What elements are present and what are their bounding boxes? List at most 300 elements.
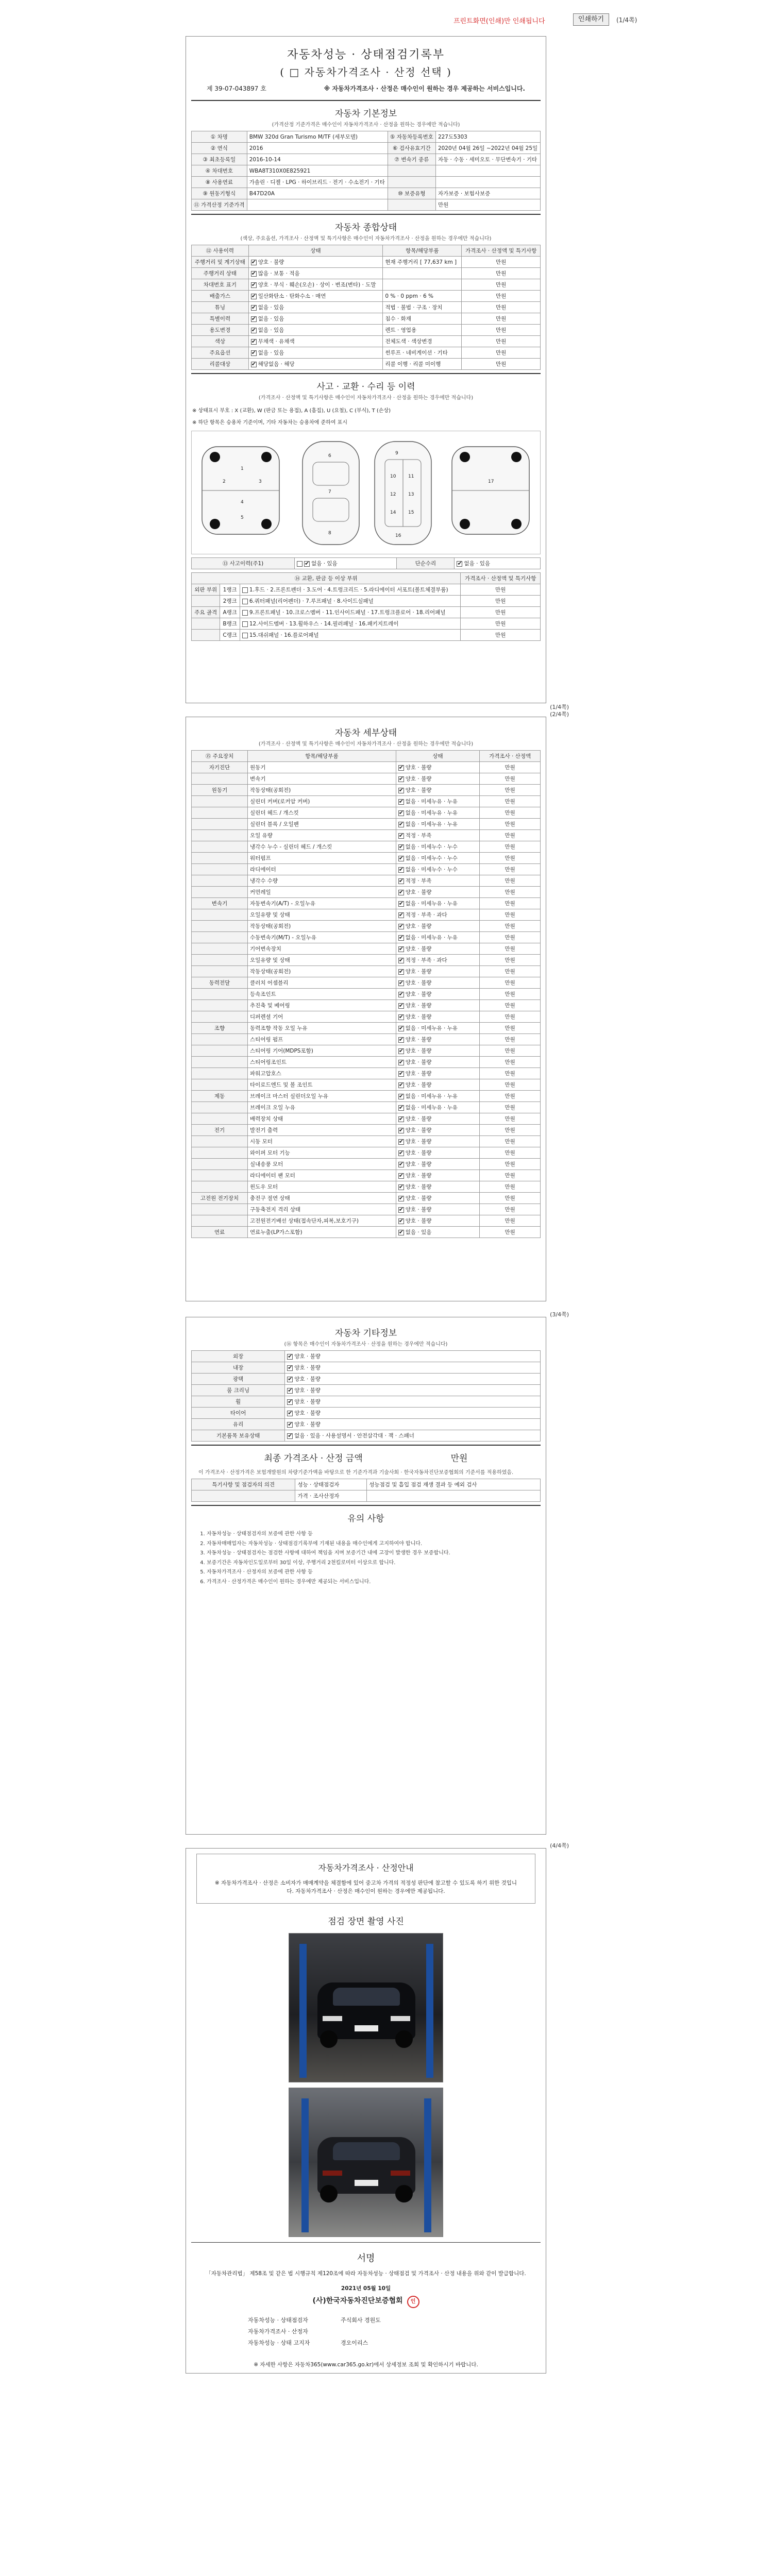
detail-state-text: 양호 · 불량 (405, 1184, 432, 1190)
overall-price: 만원 (462, 336, 541, 347)
detail-price: 만원 (480, 830, 541, 841)
checkbox-checked-icon[interactable] (287, 1433, 293, 1439)
frame-group (192, 618, 220, 630)
detail-state (396, 1102, 479, 1113)
detail-group (192, 841, 248, 853)
col-price: 가격조사 · 산정액 (480, 751, 541, 762)
etc-row (192, 1351, 541, 1362)
checkbox-checked-icon[interactable] (398, 776, 404, 782)
checkbox-checked-icon[interactable] (398, 833, 404, 839)
etc-key: 휠 (192, 1396, 285, 1408)
inspector-row (192, 1490, 541, 1502)
detail-row (192, 1125, 541, 1136)
detail-price: 만원 (480, 1011, 541, 1023)
detail-group (192, 773, 248, 785)
notice-item: 5. 자동차가격조사 · 산정자의 보증에 관한 사항 등 (207, 1568, 534, 1577)
frame-items-text: 1.후드 · 2.프론트펜더 · 3.도어 · 4.트렁크리드 · 5.라디에이터 서포트(볼트체결부품) (249, 587, 448, 593)
checkbox-checked-icon[interactable] (398, 1207, 404, 1213)
accident-history-note: (가격조사 · 산정액 및 특기사항은 매수인이 자동차가격조사 · 산정을 원하는 경우에만 적습니다) (258, 395, 474, 401)
overall-key: 튜닝 (192, 302, 249, 313)
panel-number: 12 (390, 492, 396, 497)
frame-price: 만원 (461, 618, 541, 630)
detail-item: 디퍼렌셜 기어 (248, 1011, 396, 1023)
detail-item: 실린더 헤드 / 개스킷 (248, 807, 396, 819)
checkbox-checked-icon[interactable] (287, 1411, 293, 1416)
checkbox-checked-icon[interactable] (398, 1196, 404, 1201)
etc-key: 내장 (192, 1362, 285, 1374)
col-usage: ⑫ 사용이력 (192, 245, 249, 257)
detail-group (192, 807, 248, 819)
frame-col-price: 가격조사 · 산정액 및 특기사항 (461, 573, 541, 584)
checkbox-checked-icon[interactable] (251, 362, 257, 367)
overall-state (248, 268, 383, 279)
detail-item: 워터펌프 (248, 853, 396, 864)
checkbox-checked-icon[interactable] (398, 980, 404, 986)
overall-row (192, 325, 541, 336)
detail-state-text: 양호 · 불량 (405, 1139, 432, 1145)
checkbox-checked-icon[interactable] (398, 992, 404, 997)
checkbox-checked-icon[interactable] (251, 316, 257, 322)
checkbox-checked-icon[interactable] (287, 1377, 293, 1382)
detail-state-text: 양호 · 불량 (405, 889, 432, 895)
checkbox-checked-icon[interactable] (251, 305, 257, 311)
etc-value (285, 1419, 541, 1430)
checkbox-checked-icon[interactable] (287, 1422, 293, 1428)
detail-note: (가격조사 · 산정액 및 특기사항은 매수인이 자동차가격조사 · 산정을 원하는 경우에만 적습니다) (258, 741, 474, 747)
detail-row (192, 1113, 541, 1125)
detail-state (396, 796, 479, 807)
checkbox-checked-icon[interactable] (398, 799, 404, 805)
checkbox-checked-icon[interactable] (457, 561, 462, 567)
basic-row (192, 165, 541, 177)
detail-row (192, 1147, 541, 1159)
basic-key: ⑦ 변속기 종류 (388, 154, 435, 165)
signature-role: 자동차가격조사 · 산정자 (248, 2328, 308, 2335)
detail-state (396, 1068, 479, 1079)
detail-price: 만원 (480, 1034, 541, 1045)
detail-row (192, 932, 541, 943)
etc-row (192, 1408, 541, 1419)
checkbox-checked-icon[interactable] (398, 935, 404, 941)
page-2 (186, 711, 569, 1301)
panel-number: 4 (241, 500, 244, 505)
inspector-opinion: 성능점검 및 흡입 점검 재생 결과 등 예외 검사 (367, 1479, 541, 1490)
signature-title: 서명 (191, 2242, 541, 2264)
etc-value (285, 1430, 541, 1442)
checkbox-checked-icon[interactable] (398, 765, 404, 771)
overall-state-text: 없음 · 있음 (258, 304, 284, 311)
checkbox-checked-icon[interactable] (398, 890, 404, 895)
checkbox-checked-icon[interactable] (398, 1139, 404, 1145)
issue-date: 2021년 05월 10일 (341, 2285, 391, 2292)
detail-state (396, 1113, 479, 1125)
detail-item: 작동상태(공회전) (248, 785, 396, 796)
page-1 (186, 36, 569, 710)
detail-group (192, 1011, 248, 1023)
overall-item (383, 268, 462, 279)
checkbox-checked-icon[interactable] (398, 912, 404, 918)
basic-value: 2020년 04월 26일 ~2022년 04월 25일 (435, 143, 540, 154)
checkbox-checked-icon[interactable] (251, 350, 257, 356)
checkbox-checked-icon[interactable] (398, 1026, 404, 1031)
etc-value-text: 양호 · 불량 (294, 1399, 321, 1405)
checkbox-checked-icon[interactable] (251, 282, 257, 288)
overall-key: 주요옵션 (192, 347, 249, 359)
checkbox-checked-icon[interactable] (398, 1184, 404, 1190)
overall-price: 만원 (462, 291, 541, 302)
car-windshield (333, 1988, 400, 2006)
overall-price: 만원 (462, 359, 541, 370)
inspector-key (192, 1490, 295, 1502)
checkbox-checked-icon[interactable] (304, 561, 310, 567)
detail-row (192, 966, 541, 977)
overall-row (192, 336, 541, 347)
detail-price: 만원 (480, 1068, 541, 1079)
print-button[interactable]: 인쇄하기 (573, 13, 609, 26)
basic-row (192, 199, 541, 211)
basic-key: ⑩ 보증유형 (388, 188, 435, 199)
detail-title: 자동차 세부상태 (334, 728, 397, 738)
detail-state (396, 875, 479, 887)
detail-state-text: 양호 · 불량 (405, 1048, 432, 1054)
detail-price: 만원 (480, 898, 541, 909)
overall-state (248, 347, 383, 359)
detail-row (192, 921, 541, 932)
detail-state-text: 양호 · 불량 (405, 1173, 432, 1179)
detail-state (396, 955, 479, 966)
col-state: 상태 (248, 245, 383, 257)
checkbox-checked-icon[interactable] (398, 856, 404, 861)
detail-price: 만원 (480, 1091, 541, 1102)
detail-state (396, 1147, 479, 1159)
basic-value: 자가보증 · 보험사보증 (435, 188, 540, 199)
detail-state-text: 양호 · 불량 (405, 1014, 432, 1020)
detail-row (192, 762, 541, 773)
etc-value-text: 양호 · 불량 (294, 1365, 321, 1371)
frame-rank: 2랭크 (220, 596, 240, 607)
etc-row (192, 1374, 541, 1385)
detail-item: 클러치 어셈블리 (248, 977, 396, 989)
inspector-role: 가격 · 조사산정자 (295, 1490, 367, 1502)
detail-group (192, 966, 248, 977)
col-part: 항목/해당부품 (248, 751, 396, 762)
accident-history-title: 사고 · 교환 · 수리 등 이력 (191, 373, 541, 393)
detail-item: 충전구 절연 상태 (248, 1193, 396, 1204)
detail-row (192, 1079, 541, 1091)
checkbox-checked-icon[interactable] (251, 294, 257, 299)
frame-items (240, 584, 461, 596)
etc-info-table (191, 1350, 541, 1442)
checkbox-checked-icon[interactable] (398, 1230, 404, 1235)
vehicle-diagram (191, 431, 541, 554)
detail-group: 전기 (192, 1125, 248, 1136)
frame-row (192, 596, 541, 607)
detail-item: 고전원전기배선 상태(접속단자,피복,보호기구) (248, 1215, 396, 1227)
notice-item: 1. 자동차성능 · 상태점검자의 보증에 관한 사항 등 (207, 1530, 534, 1538)
checkbox-checked-icon[interactable] (398, 901, 404, 907)
checkbox-icon[interactable] (242, 610, 248, 616)
detail-state (396, 762, 479, 773)
checkbox-checked-icon[interactable] (398, 1082, 404, 1088)
detail-price: 만원 (480, 1057, 541, 1068)
price-guide-title: 자동차가격조사 · 산정안내 (318, 1863, 414, 1873)
lift-post (424, 2098, 431, 2232)
checkbox-checked-icon[interactable] (398, 1071, 404, 1077)
detail-price: 만원 (480, 1045, 541, 1057)
detail-state-text: 양호 · 불량 (405, 946, 432, 952)
overall-item: 적법 · 불법 · 구조 · 장치 (383, 302, 462, 313)
panel-number: 2 (223, 479, 226, 484)
basic-key: ⑧ 사용연료 (192, 177, 247, 188)
detail-state (396, 785, 479, 796)
detail-item: 냉각수 누수 - 실린더 헤드 / 개스킷 (248, 841, 396, 853)
detail-item: 오일유량 및 상태 (248, 955, 396, 966)
checkbox-checked-icon[interactable] (398, 822, 404, 827)
col-state: 상태 (396, 751, 479, 762)
detail-price: 만원 (480, 887, 541, 898)
detail-price: 만원 (480, 989, 541, 1000)
overall-price: 만원 (462, 325, 541, 336)
detail-item: 타이로드엔드 및 볼 조인트 (248, 1079, 396, 1091)
detail-state-text: 없음 · 미세누수 · 누수 (405, 867, 458, 873)
frame-items (240, 618, 461, 630)
frame-rank: A랭크 (220, 607, 240, 618)
detail-group (192, 796, 248, 807)
inspector-row (192, 1479, 541, 1490)
detail-item: 스티어링 펌프 (248, 1034, 396, 1045)
frame-rank: B랭크 (220, 618, 240, 630)
detail-state-text: 없음 · 미세누유 · 누유 (405, 799, 458, 805)
detail-row (192, 955, 541, 966)
detail-group (192, 909, 248, 921)
page-label: (1/4쪽) (550, 704, 569, 710)
detail-price: 만원 (480, 785, 541, 796)
detail-row (192, 1057, 541, 1068)
basic-value: 227도5303 (435, 131, 540, 143)
basic-key (388, 165, 435, 177)
notice-body (186, 1525, 546, 1592)
checkbox-checked-icon[interactable] (398, 867, 404, 873)
detail-group (192, 1000, 248, 1011)
overall-state-text: 무채색 · 유채색 (258, 338, 295, 345)
detail-state-text: 적정 · 부족 · 과다 (405, 957, 447, 963)
checkbox-checked-icon[interactable] (287, 1365, 293, 1371)
inspection-photo-front (289, 1933, 443, 2082)
detail-group (192, 819, 248, 830)
detail-row (192, 943, 541, 955)
checkbox-checked-icon[interactable] (398, 969, 404, 975)
checkbox-checked-icon[interactable] (251, 260, 257, 265)
checkbox-checked-icon[interactable] (251, 271, 257, 277)
basic-value: BMW 320d Gran Turismo M/TF (세부모델) (247, 131, 388, 143)
overall-key: 특별이력 (192, 313, 249, 325)
checkbox-checked-icon[interactable] (398, 1218, 404, 1224)
overall-row (192, 257, 541, 268)
checkbox-checked-icon[interactable] (398, 1116, 404, 1122)
checkbox-checked-icon[interactable] (398, 924, 404, 929)
detail-state (396, 909, 479, 921)
frame-items-text: 6.쿼터패널(리어펜더) · 7.루프패널 · 8.사이드실패널 (249, 598, 374, 604)
checkbox-checked-icon[interactable] (398, 1048, 404, 1054)
page-count: (1/4쪽) (616, 16, 637, 24)
detail-state-text: 양호 · 불량 (405, 980, 432, 986)
frame-items-text: 12.사이드멤버 · 13.휠하우스 · 14.필러패널 · 16.패키지트레이 (249, 621, 399, 627)
overall-key: 주행거리 상태 (192, 268, 249, 279)
frame-price: 만원 (461, 596, 541, 607)
checkbox-checked-icon[interactable] (287, 1399, 293, 1405)
checkbox-checked-icon[interactable] (398, 1150, 404, 1156)
detail-state (396, 1034, 479, 1045)
overall-status-table (191, 245, 541, 370)
overall-state (248, 359, 383, 370)
service-warning: ※ 자동차가격조사 · 산정은 매수인이 원하는 경우 제공하는 서비스입니다. (324, 85, 525, 92)
basic-value: B47D20A (247, 188, 388, 199)
etc-row (192, 1362, 541, 1374)
detail-state (396, 1045, 479, 1057)
detail-group (192, 1159, 248, 1170)
detail-price: 만원 (480, 1170, 541, 1181)
frame-price: 만원 (461, 584, 541, 596)
detail-state-text: 양호 · 불량 (405, 1150, 432, 1156)
checkbox-checked-icon[interactable] (398, 1128, 404, 1133)
checkbox-checked-icon[interactable] (287, 1388, 293, 1394)
basic-key (388, 177, 435, 188)
detail-row (192, 1215, 541, 1227)
checkbox-checked-icon[interactable] (398, 844, 404, 850)
detail-price: 만원 (480, 1125, 541, 1136)
detail-row (192, 1102, 541, 1113)
detail-row (192, 1000, 541, 1011)
basic-row (192, 154, 541, 165)
signature-row (186, 2314, 546, 2326)
detail-state-text: 양호 · 불량 (405, 776, 432, 782)
detail-state (396, 1227, 479, 1238)
detail-item: 실내송풍 모터 (248, 1159, 396, 1170)
checkbox-icon[interactable] (242, 599, 248, 604)
basic-key: ③ 최초등록일 (192, 154, 247, 165)
etc-value (285, 1385, 541, 1396)
basic-key: ④ 차대번호 (192, 165, 247, 177)
checkbox-checked-icon[interactable] (398, 1003, 404, 1009)
checkbox-checked-icon[interactable] (398, 810, 404, 816)
checkbox-checked-icon[interactable] (398, 958, 404, 963)
panel-number: 8 (328, 531, 331, 536)
inspector-opinion (367, 1490, 541, 1502)
basic-value: 2016-10-14 (247, 154, 388, 165)
checkbox-icon[interactable] (297, 561, 303, 567)
basic-value (435, 165, 540, 177)
detail-state (396, 1057, 479, 1068)
checkbox-icon[interactable] (242, 633, 248, 638)
detail-state-text: 양호 · 불량 (405, 923, 432, 929)
checkbox-checked-icon[interactable] (398, 788, 404, 793)
vehicle-diagram-svg (192, 431, 541, 554)
detail-state-text: 양호 · 불량 (405, 1207, 432, 1213)
detail-state (396, 921, 479, 932)
detail-group (192, 932, 248, 943)
checkbox-checked-icon[interactable] (398, 1094, 404, 1099)
checkbox-checked-icon[interactable] (398, 1037, 404, 1043)
checkbox-checked-icon[interactable] (398, 1105, 404, 1111)
detail-item: 라디에이터 팬 모터 (248, 1170, 396, 1181)
etc-value-text: 없음 · 있음 · 사용설명서 · 안전삼각대 · 잭 · 스패너 (294, 1433, 414, 1439)
overall-key: 주행거리 및 계기상태 (192, 257, 249, 268)
detail-item: 동력조향 작동 오일 누유 (248, 1023, 396, 1034)
overall-price: 만원 (462, 257, 541, 268)
frame-row (192, 630, 541, 641)
notice-item: 3. 자동차성능 · 상태점검자는 점검한 사항에 대하여 책임을 지며 보증기간 내에 고장이 발생한 경우 보증합니다. (207, 1549, 534, 1557)
detail-item: 브레이크 오일 누유 (248, 1102, 396, 1113)
detail-group (192, 1102, 248, 1113)
frame-table (191, 572, 541, 641)
lift-post (299, 1944, 307, 2078)
detail-group (192, 1034, 248, 1045)
checkbox-checked-icon[interactable] (251, 328, 257, 333)
document-title: 자동차성능 · 상태점검기록부 (287, 48, 445, 61)
accident-label: ⑬ 사고이력(주1) (192, 558, 295, 569)
detail-state-text: 양호 · 불량 (405, 1082, 432, 1088)
checkbox-icon[interactable] (242, 587, 248, 593)
etc-key: 외장 (192, 1351, 285, 1362)
frame-rank: C랭크 (220, 630, 240, 641)
checkbox-icon[interactable] (242, 621, 248, 627)
detail-state-text: 양호 · 불량 (405, 1071, 432, 1077)
overall-price: 만원 (462, 313, 541, 325)
overall-status-note: (색상, 주요옵션, 가격조사 · 산정액 및 특기사항은 매수인이 자동차가격조사 · 산정을 원하는 경우에만 적습니다) (240, 236, 492, 242)
detail-row (192, 1136, 541, 1147)
checkbox-checked-icon[interactable] (398, 946, 404, 952)
detail-state-text: 적정 · 부족 (405, 878, 432, 884)
detail-state-text: 없음 · 미세누수 · 누수 (405, 855, 458, 861)
detail-state-text: 양호 · 불량 (405, 991, 432, 997)
checkbox-checked-icon[interactable] (287, 1354, 293, 1360)
detail-row (192, 1045, 541, 1057)
checkbox-checked-icon[interactable] (398, 1060, 404, 1065)
detail-item: 연료누출(LP가스포함) (248, 1227, 396, 1238)
checkbox-checked-icon[interactable] (398, 1162, 404, 1167)
overall-key: 색상 (192, 336, 249, 347)
detail-group (192, 1181, 248, 1193)
overall-item: 리콜 이행 · 리콜 미이행 (383, 359, 462, 370)
document-number-line (186, 79, 546, 97)
overall-state (248, 291, 383, 302)
detail-price: 만원 (480, 875, 541, 887)
detail-state (396, 1125, 479, 1136)
panel-number: 13 (408, 492, 414, 497)
checkbox-checked-icon[interactable] (251, 339, 257, 345)
etc-value-text: 양호 · 불량 (294, 1410, 321, 1416)
overall-price: 만원 (462, 268, 541, 279)
checkbox-checked-icon[interactable] (398, 878, 404, 884)
checkbox-checked-icon[interactable] (398, 1014, 404, 1020)
inspector-table (191, 1479, 541, 1502)
detail-row (192, 989, 541, 1000)
overall-price: 만원 (462, 302, 541, 313)
detail-price: 만원 (480, 1159, 541, 1170)
detail-group (192, 1113, 248, 1125)
detail-state (396, 943, 479, 955)
panel-number: 7 (328, 489, 331, 495)
overall-item: 0 % · 0 ppm · 6 % (383, 291, 462, 302)
detail-group (192, 1204, 248, 1215)
frame-row (192, 584, 541, 596)
checkbox-checked-icon[interactable] (398, 1173, 404, 1179)
detail-row (192, 819, 541, 830)
accident-value: ✔ 없음 · 있음 (295, 558, 397, 569)
legend-text: ※ 상태표시 부호 : X (교환), W (판금 또는 용접), A (흠집), U (요철), C (부식), T (손상) (192, 408, 391, 414)
document-number: 제 39-07-043897 호 (207, 85, 266, 92)
basic-info-note: (가격산정 기준가격은 매수인이 자동차가격조사 · 산정을 원하는 경우에만 적습니다) (272, 122, 460, 128)
